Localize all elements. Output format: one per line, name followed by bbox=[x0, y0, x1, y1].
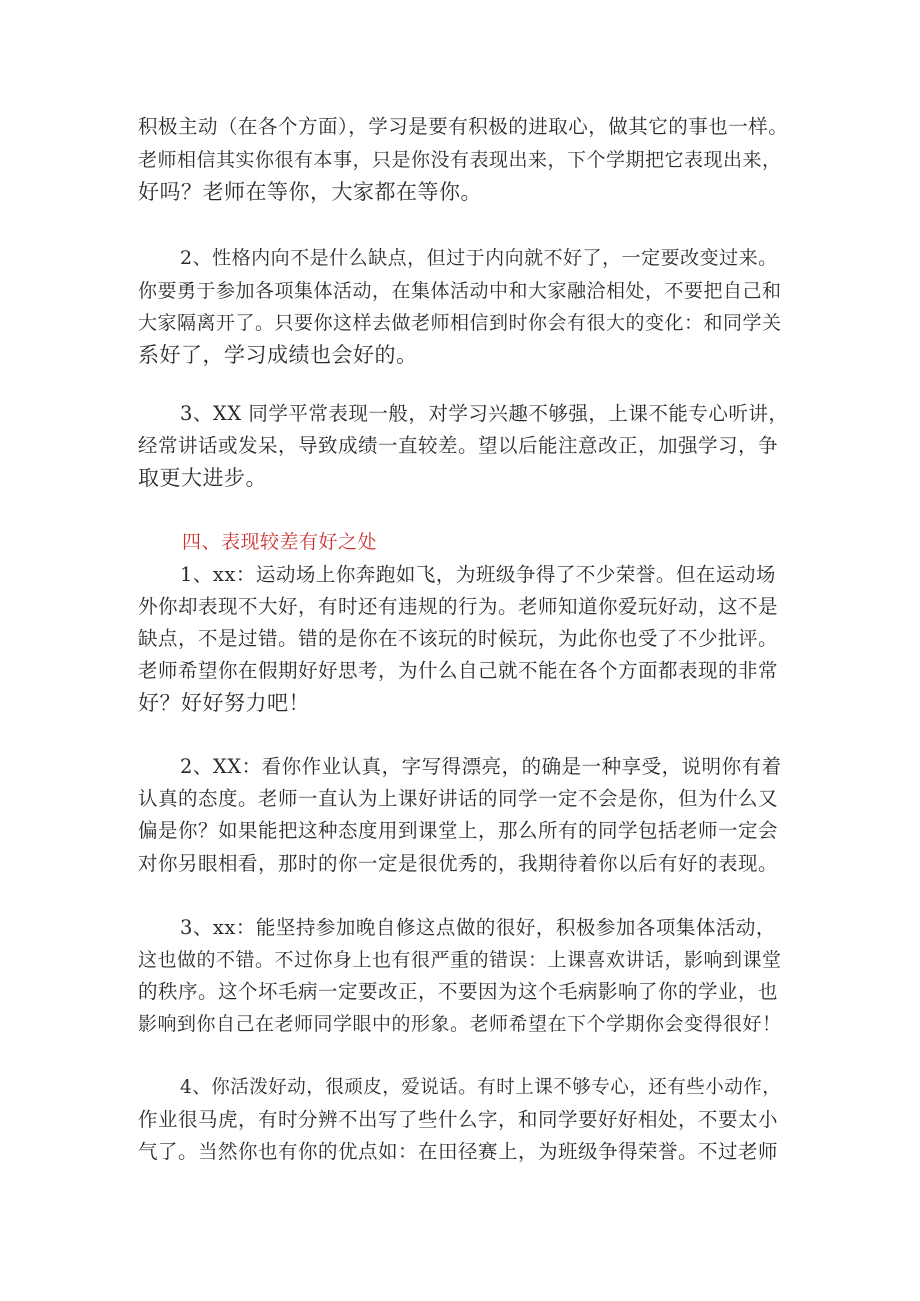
text-line: 1、xx：运动场上你奔跑如飞，为班级争得了不少荣誉。但在运动场 bbox=[180, 563, 776, 586]
text-line: 偏是你？如果能把这种态度用到课堂上，那么所有的同学包括老师一定会 bbox=[138, 819, 779, 842]
text-line: 影响到你自己在老师同学眼中的形象。老师希望在下个学期你会变得很好！ bbox=[138, 1013, 782, 1035]
text-line: 这也做的不错。不过你身上也有很严重的错误：上课喜欢讲话，影响到课堂 bbox=[138, 949, 782, 971]
text-line: 积极主动（在各个方面），学习是要有积极的进取心，做其它的事也一样。 bbox=[138, 115, 789, 138]
text-line: 大家隔离开了。只要你这样去做老师相信到时你会有很大的变化：和同学关 bbox=[138, 312, 782, 334]
text-line: 系好了，学习成绩也会好的。 bbox=[138, 343, 418, 367]
section-heading: 四、表现较差有好之处 bbox=[182, 531, 378, 553]
text-line: 缺点，不是过错。错的是你在不该玩的时候玩，为此你也受了不少批评。 bbox=[138, 627, 779, 650]
text-line: 作业很马虎，有时分辨不出写了些什么字，和同学要好好相处，不要太小 bbox=[138, 1108, 779, 1131]
text-line: 4、你活泼好动，很顽皮，爱说话。有时上课不够专心，还有些小动作， bbox=[180, 1077, 782, 1098]
text-line: 2、性格内向不是什么缺点，但过于内向就不好了，一定要改变过来。 bbox=[180, 247, 778, 269]
text-line: 你要勇于参加各项集体活动，在集体活动中和大家融洽相处，不要把自己和 bbox=[138, 280, 782, 302]
text-line: 老师希望你在假期好好思考，为什么自己就不能在各个方面都表现的非常 bbox=[138, 659, 779, 682]
text-line: 好吗？老师在等你，大家都在等你。 bbox=[138, 180, 482, 204]
text-line: 对你另眼相看，那时的你一定是很优秀的，我期待着你以后有好的表现。 bbox=[138, 852, 779, 875]
text-line: 外你却表现不大好，有时还有违规的行为。老师知道你爱玩好动，这不是 bbox=[138, 595, 779, 618]
text-line: 经常讲话或发呆，导致成绩一直较差。望以后能注意改正，加强学习，争 bbox=[138, 434, 779, 457]
text-line: 取更大进步。 bbox=[138, 466, 267, 490]
text-line: 3、xx：能坚持参加晚自修这点做的很好，积极参加各项集体活动， bbox=[180, 916, 776, 939]
text-line: 老师相信其实你很有本事，只是你没有表现出来，下个学期把它表现出来， bbox=[138, 149, 782, 171]
text-line: 3、XX 同学平常表现一般，对学习兴趣不够强，上课不能专心听讲， bbox=[180, 402, 789, 425]
text-line: 认真的态度。老师一直认为上课好讲话的同学一定不会是你，但为什么又 bbox=[138, 787, 779, 810]
text-line: 好？好好努力吧！ bbox=[138, 691, 310, 715]
text-line: 的秩序。这个坏毛病一定要改正，不要因为这个毛病影响了你的学业，也 bbox=[138, 980, 779, 1003]
text-line: 2、XX：看你作业认真，字写得漂亮，的确是一种享受，说明你有着 bbox=[180, 755, 782, 778]
text-line: 气了。当然你也有你的优点如：在田径赛上，为班级争得荣誉。不过老师 bbox=[138, 1140, 779, 1163]
